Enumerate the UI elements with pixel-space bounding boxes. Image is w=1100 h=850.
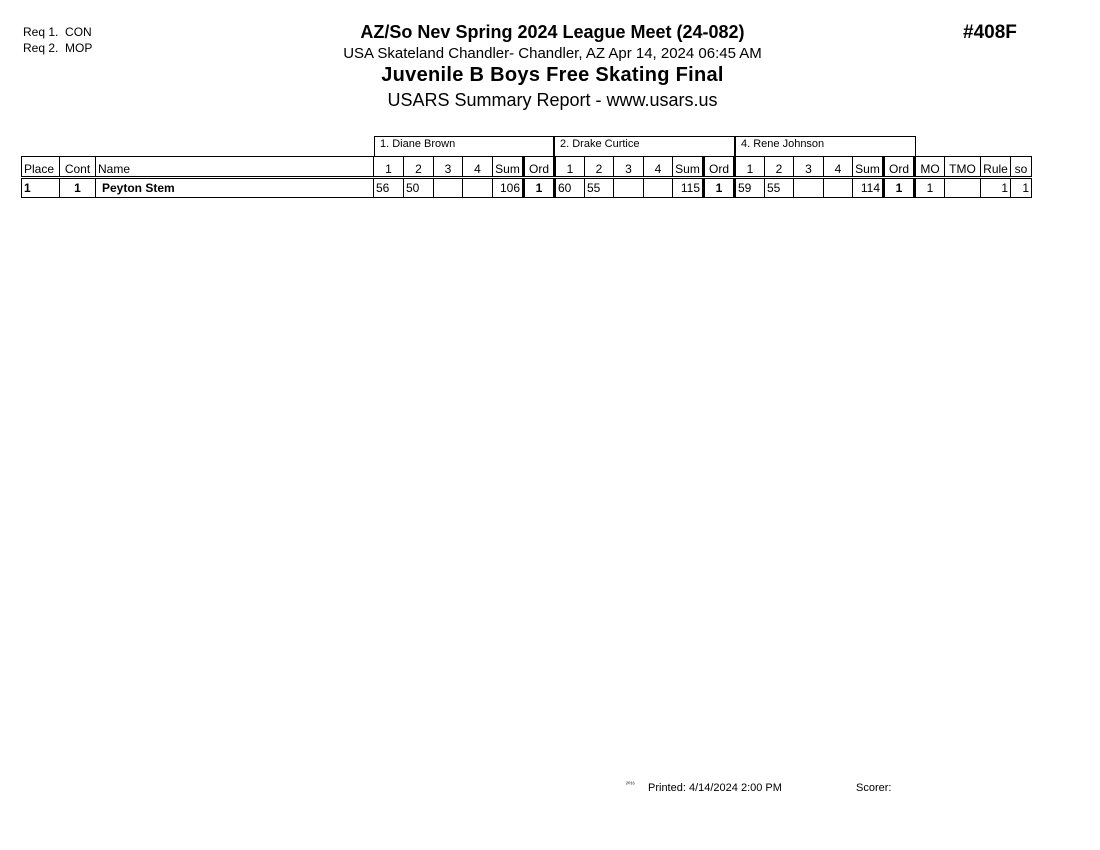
- event-number: #408F: [963, 22, 1017, 43]
- j3-ord-cell: 1: [884, 178, 915, 198]
- requirement-2: Req 2. MOP: [23, 41, 93, 55]
- scorer-label: Scorer:: [856, 782, 892, 794]
- col-j2-score4: 4: [644, 157, 673, 178]
- col-rule: Rule: [981, 157, 1011, 178]
- j2-score1-cell: 60: [555, 178, 585, 198]
- meet-title: AZ/So Nev Spring 2024 League Meet (24-082): [360, 22, 745, 42]
- tmo-cell: [945, 178, 981, 198]
- j3-sum-cell: 114: [853, 178, 884, 198]
- col-tmo: TMO: [945, 157, 981, 178]
- col-place: Place: [22, 157, 60, 178]
- judge-header-1: 1. Diane Brown: [374, 136, 554, 156]
- so-cell: 1: [1011, 178, 1032, 198]
- col-j3-ord: Ord: [884, 157, 915, 178]
- col-j3-score1: 1: [735, 157, 765, 178]
- j2-score2-cell: 55: [585, 178, 614, 198]
- version-mark: ²⁰¹⁶: [626, 782, 635, 788]
- col-j3-sum: Sum: [853, 157, 884, 178]
- j1-score4-cell: [463, 178, 493, 198]
- table-row: [22, 178, 1032, 198]
- skater-name-cell: Peyton Stem: [96, 178, 374, 198]
- col-cont: Cont: [60, 157, 96, 178]
- col-j2-score3: 3: [614, 157, 644, 178]
- rule-cell: 1: [981, 178, 1011, 198]
- j2-sum-cell: 115: [673, 178, 704, 198]
- col-j1-sum: Sum: [493, 157, 524, 178]
- j1-score2-cell: 50: [404, 178, 434, 198]
- col-j1-score4: 4: [463, 157, 493, 178]
- col-name: Name: [96, 157, 374, 178]
- event-title: Juvenile B Boys Free Skating Final: [381, 64, 724, 86]
- col-j1-score1: 1: [374, 157, 404, 178]
- results-table: [21, 156, 1032, 198]
- judge-header-2: 2. Drake Curtice: [554, 136, 735, 156]
- printed-timestamp: Printed: 4/14/2024 2:00 PM: [648, 782, 782, 794]
- col-j3-score3: 3: [794, 157, 824, 178]
- j1-ord-cell: 1: [524, 178, 555, 198]
- j1-sum-cell: 106: [493, 178, 524, 198]
- place-cell: 1: [22, 178, 60, 198]
- venue-line: USA Skateland Chandler- Chandler, AZ Apr 14, 2024 06:45 AM: [343, 45, 762, 62]
- requirement-1: Req 1. CON: [23, 25, 92, 39]
- col-j2-ord: Ord: [704, 157, 735, 178]
- col-j3-score2: 2: [765, 157, 794, 178]
- j2-score3-cell: [614, 178, 644, 198]
- col-mo: MO: [915, 157, 945, 178]
- col-j1-score3: 3: [434, 157, 463, 178]
- col-j2-score1: 1: [555, 157, 585, 178]
- col-j2-sum: Sum: [673, 157, 704, 178]
- j3-score3-cell: [794, 178, 824, 198]
- j3-score2-cell: 55: [765, 178, 794, 198]
- col-j2-score2: 2: [585, 157, 614, 178]
- cont-cell: 1: [60, 178, 96, 198]
- j3-score4-cell: [824, 178, 853, 198]
- j1-score3-cell: [434, 178, 463, 198]
- j2-ord-cell: 1: [704, 178, 735, 198]
- mo-cell: 1: [915, 178, 945, 198]
- table-header-row: [22, 157, 1032, 178]
- col-j3-score4: 4: [824, 157, 853, 178]
- col-j1-ord: Ord: [524, 157, 555, 178]
- j2-score4-cell: [644, 178, 673, 198]
- j3-score1-cell: 59: [735, 178, 765, 198]
- col-so: so: [1011, 157, 1032, 178]
- j1-score1-cell: 56: [374, 178, 404, 198]
- report-title: USARS Summary Report - www.usars.us: [387, 90, 718, 110]
- judge-header-3: 4. Rene Johnson: [735, 136, 916, 156]
- col-j1-score2: 2: [404, 157, 434, 178]
